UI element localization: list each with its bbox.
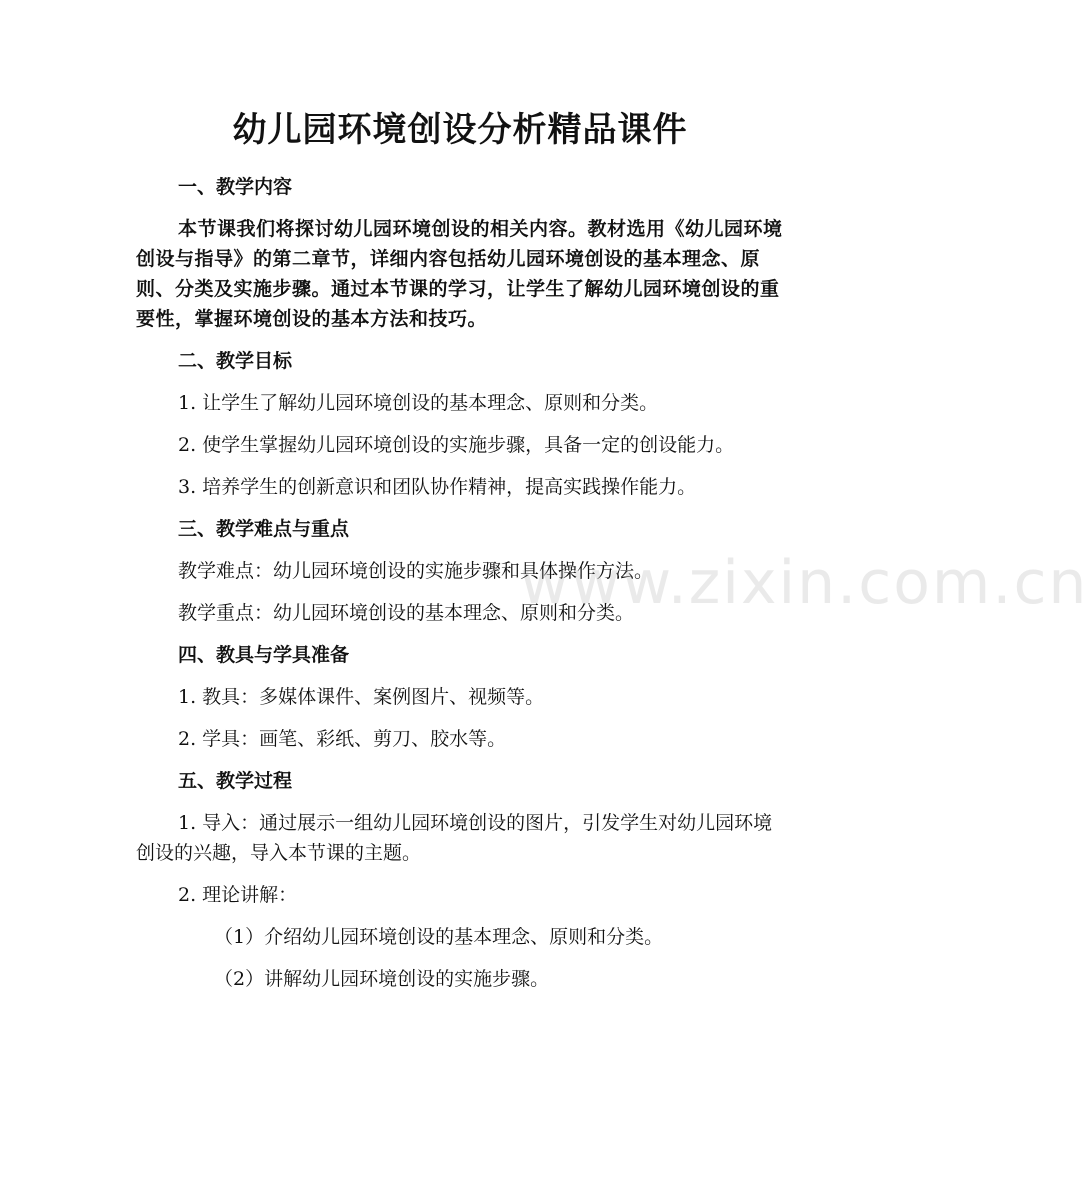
document-body: [136, 172, 784, 994]
sub-item: （1）介绍幼儿园环境创设的基本理念、原则和分类。: [214, 926, 664, 948]
paragraph: 教学重点：幼儿园环境创设的基本理念、原则和分类。: [178, 602, 635, 624]
section-heading: 一、教学内容: [178, 176, 293, 198]
watermark: www.zixin.com.cn: [520, 548, 1088, 618]
section-heading: 四、教具与学具准备: [178, 644, 350, 666]
paragraph: 本节课我们将探讨幼儿园环境创设的相关内容。教材选用《幼儿园环境创设与指导》的第二章节，详细内容包括幼儿园环境创设的基本理念、原则、分类及实施步骤。通过本节课的学习，让学生了解幼儿园环境创设的重要性，掌握环境创设的基本方法和技巧。: [136, 218, 783, 330]
paragraph: 1. 导入：通过展示一组幼儿园环境创设的图片，引发学生对幼儿园环境创设的兴趣，导入本节课的主题。: [136, 812, 773, 864]
section-heading: 二、教学目标: [178, 350, 293, 372]
section-heading: 三、教学难点与重点: [178, 518, 350, 540]
section-heading: 五、教学过程: [178, 770, 293, 792]
paragraph: 2. 理论讲解：: [178, 884, 298, 906]
paragraph: 2. 学具：画笔、彩纸、剪刀、胶水等。: [178, 728, 507, 750]
paragraph: 1. 让学生了解幼儿园环境创设的基本理念、原则和分类。: [178, 392, 659, 414]
paragraph: 1. 教具：多媒体课件、案例图片、视频等。: [178, 686, 545, 708]
sub-item: （2）讲解幼儿园环境创设的实施步骤。: [214, 968, 550, 990]
paragraph: 教学难点：幼儿园环境创设的实施步骤和具体操作方法。: [178, 560, 654, 582]
paragraph: 3. 培养学生的创新意识和团队协作精神，提高实践操作能力。: [178, 476, 697, 498]
paragraph: 2. 使学生掌握幼儿园环境创设的实施步骤，具备一定的创设能力。: [178, 434, 735, 456]
document-title: 幼儿园环境创设分析精品课件: [232, 110, 688, 150]
